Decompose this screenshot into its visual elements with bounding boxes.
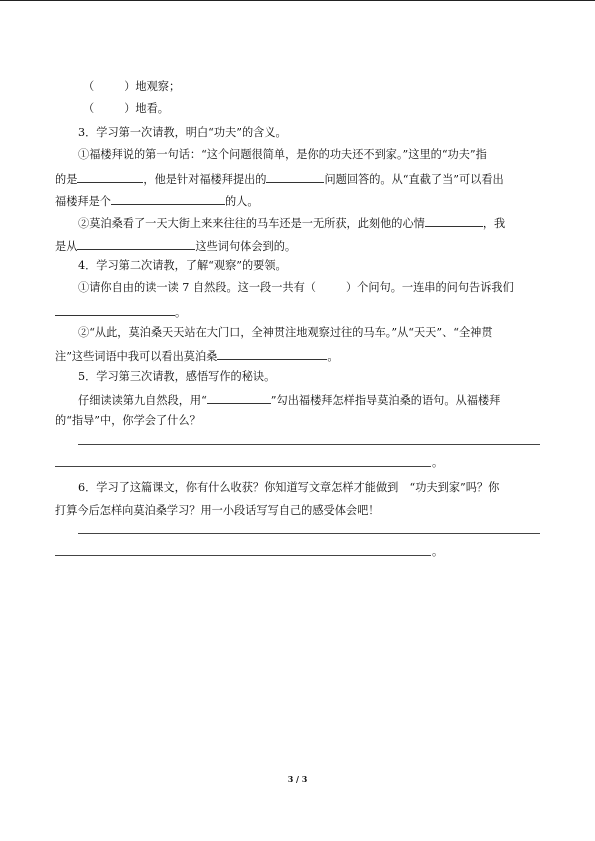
paren-open: （ (83, 80, 95, 93)
q3-para2-line1: ②莫泊桑看了一天大街上来来往往的马车还是一无所获，此刻他的心情 ，我 (78, 217, 506, 230)
answer-blank[interactable] (77, 238, 195, 250)
q3-para1-line2: 的是 ，他是针对福楼拜提出的 问题回答的。从“直截了当”可以看出 (55, 173, 504, 186)
q6-end-mark: 。 (432, 545, 444, 558)
observe-text: ）地观察； (124, 80, 181, 93)
answer-blank[interactable] (111, 193, 225, 205)
q5-para-line1: 仔细读读第九自然段，用“ ”勾出福楼拜怎样指导莫泊桑的语句。从福楼拜 (78, 394, 501, 407)
answer-blank[interactable] (425, 215, 483, 227)
paren-open: （ (83, 102, 95, 115)
answer-blank[interactable] (217, 348, 327, 360)
answer-blank[interactable] (266, 171, 324, 183)
q4-para2-line1: ②“从此，莫泊桑天天站在大门口，全神贯注地观察过往的马车。”从“天天”、“全神贯 (78, 326, 493, 339)
q6-line2: 打算今后怎样向莫泊桑学习？用一小段话写写自己的感受体会吧！ (55, 504, 380, 517)
line-observe (83, 80, 180, 94)
look-text: ）地看。 (124, 102, 169, 115)
answer-blank[interactable] (77, 171, 143, 183)
answer-line[interactable] (55, 466, 431, 467)
q5-para-line2: 的“指导”中，你学会了什么？ (55, 414, 201, 427)
q4-para1-line1: ①请你自由的读一读 7 自然段。这一段一共有（ ）个问句。一连串的问句告诉我们 (78, 281, 514, 294)
q4-title: 4．学习第二次请教，了解“观察”的要领。 (78, 259, 287, 272)
q3-para2-line2: 是从 这些词句体会到的。 (55, 240, 297, 253)
q6-line1: 6．学习了这篇课文，你有什么收获？你知道写文章怎样才能做到 “功夫到家”吗？你 (78, 481, 500, 494)
top-border-line (0, 0, 595, 1)
q3-title: 3．学习第一次请教，明白“功夫”的含义。 (78, 126, 287, 139)
answer-line[interactable] (55, 555, 431, 556)
q5-end-mark: 。 (432, 456, 444, 469)
page-number: 3 / 3 (287, 774, 308, 784)
q4-para2-line2: 注”这些词语中我可以看出莫泊桑 。 (55, 350, 339, 363)
q3-para1-line3: 福楼拜是个 的人。 (55, 195, 259, 208)
line-look (83, 102, 169, 116)
q4-para1-line2: 。 (55, 304, 186, 320)
q5-title: 5．学习第三次请教，感悟写作的秘诀。 (78, 370, 276, 383)
q3-para1-line1: ①福楼拜说的第一句话：“这个问题很简单，是你的功夫还不到家。”这里的“功夫”指 (78, 148, 487, 161)
answer-blank[interactable] (207, 392, 271, 404)
answer-line[interactable] (78, 444, 540, 445)
answer-line[interactable] (78, 533, 540, 534)
answer-blank[interactable] (55, 304, 175, 316)
